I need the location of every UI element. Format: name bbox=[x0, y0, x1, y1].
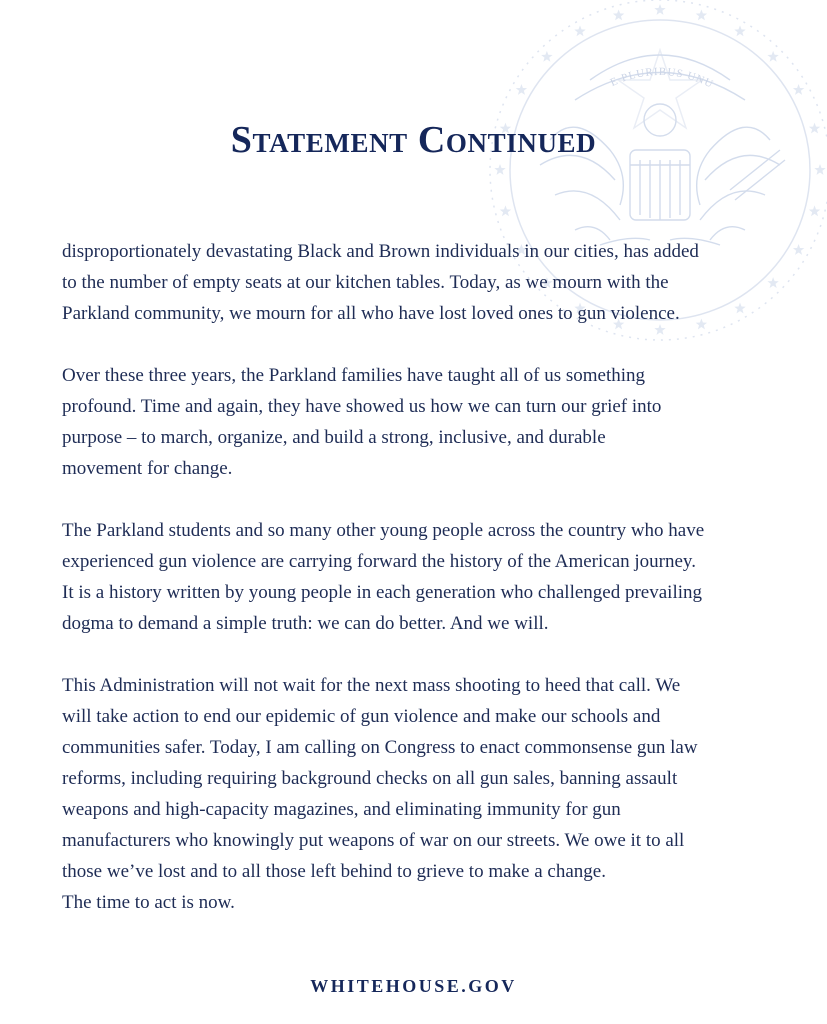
paragraph-line: The time to act is now. bbox=[62, 892, 235, 913]
paragraph-line: experienced gun violence are carrying forward the history of the American journey. bbox=[62, 551, 696, 572]
paragraph-line: will take action to end our epidemic of gun violence and make our schools and bbox=[62, 706, 661, 727]
seal-star bbox=[734, 25, 745, 36]
page-title: Statement Continued bbox=[230, 119, 597, 161]
statement-body bbox=[62, 236, 782, 949]
paragraph-line: reforms, including requiring background checks on all gun sales, banning assault bbox=[62, 768, 678, 789]
paragraph-line: dogma to demand a simple truth: we can do better. And we will. bbox=[62, 613, 549, 634]
paragraph-line: manufacturers who knowingly put weapons of war on our streets. We owe it to all bbox=[62, 830, 685, 851]
statement-paragraph bbox=[62, 236, 782, 329]
paragraph-line: Parkland community, we mourn for all who have lost loved ones to gun violence. bbox=[62, 303, 680, 324]
paragraph-line: This Administration will not wait for the next mass shooting to heed that call. We bbox=[62, 675, 681, 696]
paragraph-line: purpose – to march, organize, and build a strong, inclusive, and durable bbox=[62, 427, 606, 448]
seal-star bbox=[814, 164, 825, 175]
paragraph-line: communities safer. Today, I am calling on Congress to enact commonsense gun law bbox=[62, 737, 698, 758]
seal-motto: E PLURIBUS UNU bbox=[608, 65, 716, 91]
seal-star bbox=[574, 25, 585, 36]
seal-star bbox=[767, 51, 778, 62]
paragraph-line: weapons and high-capacity magazines, and eliminating immunity for gun bbox=[62, 799, 621, 820]
statement-paragraph bbox=[62, 515, 782, 639]
seal-star bbox=[793, 84, 804, 95]
svg-text:E PLURIBUS UNUM bbox=[480, 0, 715, 91]
seal-star bbox=[793, 244, 804, 255]
seal-star bbox=[696, 10, 707, 21]
paragraph-line: movement for change. bbox=[62, 458, 233, 479]
statement-paragraph bbox=[62, 670, 782, 918]
seal-star bbox=[541, 51, 552, 62]
seal-star bbox=[613, 10, 624, 21]
seal-star bbox=[500, 205, 512, 216]
paragraph-line: Over these three years, the Parkland families have taught all of us something bbox=[62, 365, 646, 386]
statement-paragraph bbox=[62, 360, 782, 484]
paragraph-line: to the number of empty seats at our kitchen tables. Today, as we mourn with the bbox=[62, 272, 669, 293]
footer-website: WHITEHOUSE.GOV bbox=[310, 976, 517, 996]
paragraph-line: It is a history written by young people in each generation who challenged prevailing bbox=[62, 582, 703, 603]
seal-star bbox=[516, 84, 527, 95]
seal-star bbox=[654, 4, 665, 15]
seal-star bbox=[809, 205, 821, 216]
paragraph-line: disproportionately devastating Black and Brown individuals in our cities, has added bbox=[62, 241, 699, 262]
paragraph-line: The Parkland students and so many other young people across the country who have bbox=[62, 520, 705, 541]
paragraph-line: those we’ve lost and to all those left behind to grieve to make a change. bbox=[62, 861, 606, 882]
seal-star bbox=[494, 164, 505, 175]
paragraph-line: profound. Time and again, they have showed us how we can turn our grief into bbox=[62, 396, 662, 417]
